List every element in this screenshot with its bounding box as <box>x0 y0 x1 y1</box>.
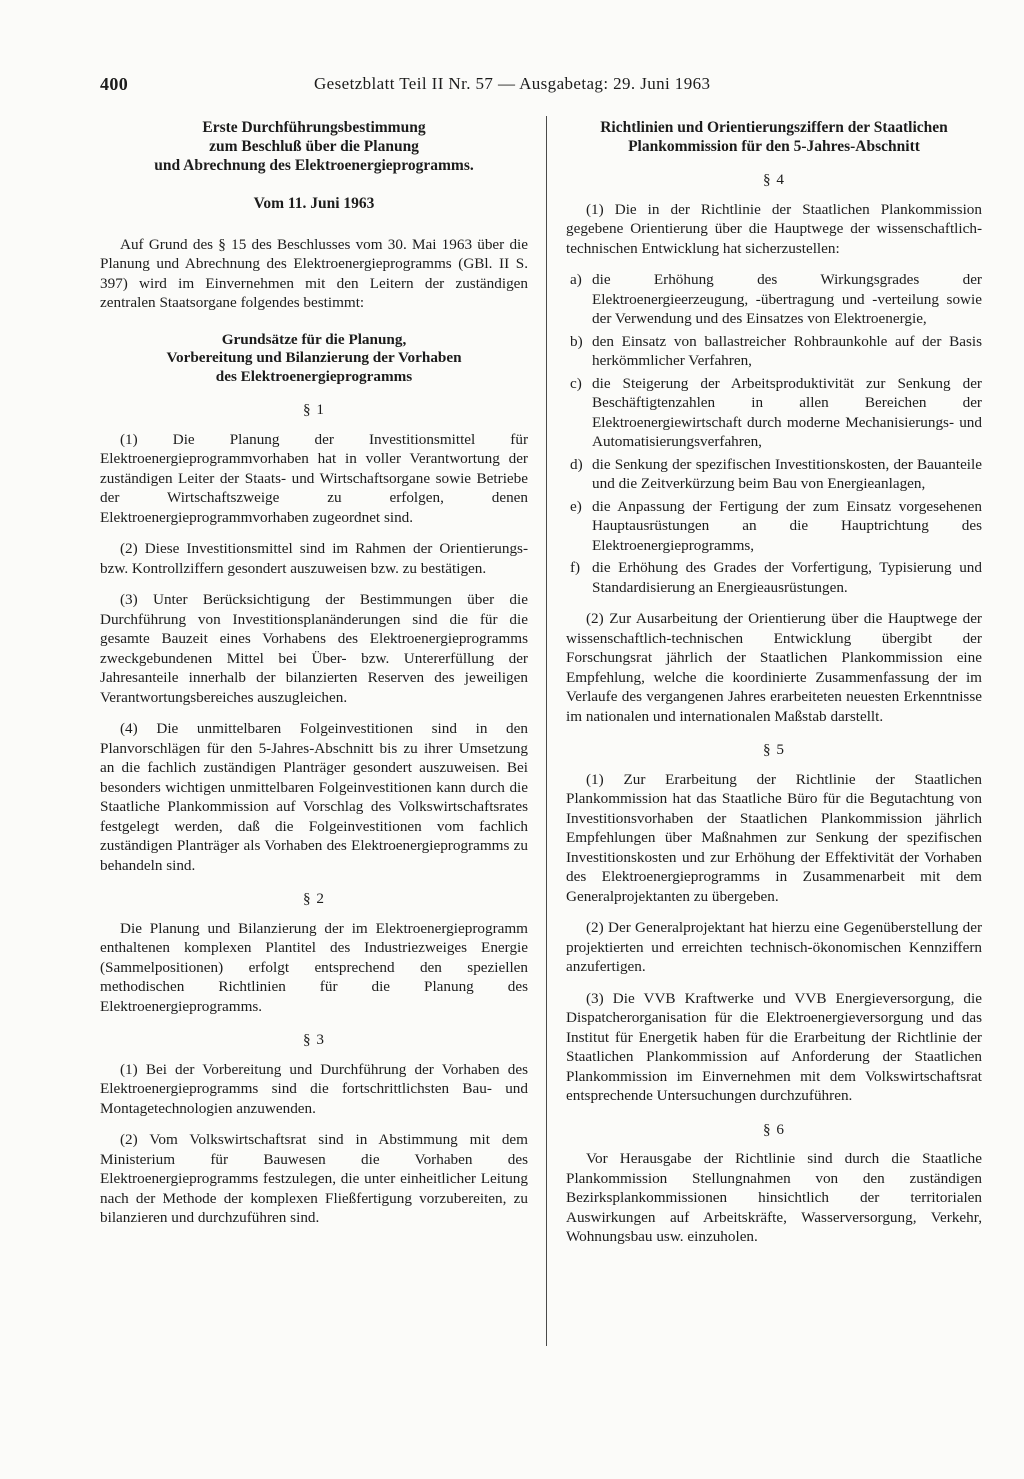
list-item-text: die Steigerung der Arbeitsproduktivität zur Senkung der Beschäftigtenzahlen in allen Bereichen der Elektroenergiewirtschaft durch moderne Mechanisierungs- und Automatisierungsverfahren, <box>592 374 982 450</box>
left-column <box>100 118 528 1240</box>
s6-paragraph-1: Vor Herausgabe der Richtlinie sind durch die Staatliche Plankommission Stellungnahmen von den zuständigen Bezirksplankommissionen hinsichtlich der territorialen Auswirkungen auf Arbeitskräfte, Wasserversorgung, Verkehr, Wohnungsbau usw. einzuholen. <box>566 1150 982 1245</box>
paragraph-label-5: § 5 <box>763 741 785 758</box>
title-line: Erste Durchführungsbestimmung <box>202 119 426 136</box>
title-line: und Abrechnung des Elektroenergieprogramms. <box>154 157 474 174</box>
s5-paragraph-2: (2) Der Generalprojektant hat hierzu eine Gegenüberstellung der projektierten und erreichten technisch-ökonomischen Kennziffern anzufertigen. <box>566 919 982 975</box>
paragraph-label-2: § 2 <box>303 890 325 907</box>
s5-paragraph-1: (1) Zur Erarbeitung der Richtlinie der Staatlichen Plankommission hat das Staatliche Büro für die Begutachtung von Investitionsvorhaben der Staatlichen Plankommission jährlich Empfehlungen über Maßnahmen zur Senkung der spezifischen Investitionskosten und zur Erhöhung der Effektivität der Vorhaben des Elektroenergieprogramms in Zusammenarbeit mit dem Generalprojektanten zu übergeben. <box>566 770 982 905</box>
preamble: Auf Grund des § 15 des Beschlusses vom 30. Mai 1963 über die Planung und Abrechnung des Elektroenergieprogramms (GBl. II S. 397) wird im Einvernehmen mit den Leitern der zuständigen zentralen Staatsorgane folgendes bestimmt: <box>100 235 528 311</box>
list-item <box>566 270 982 329</box>
s1-paragraph-4: (4) Die unmittelbaren Folgeinvestitionen sind in den Planvorschlägen für den 5-Jahres-Abschnitt bis zu ihrer Umsetzung an die fachlich zuständigen Planträger gesondert auszuweisen. Bei besonders wichtigen unmittelbaren Folgeinvestitionen kann durch die Staatliche Plankommission auf Vorschlag des Volkswirtschaftsrates festgelegt werden, daß die Folgeinvestitionen vom fachlich zuständigen Planträger als Vorhaben des Elektroenergieprogramms zu behandeln sind. <box>100 720 528 874</box>
list-item <box>566 558 982 597</box>
page-number: 400 <box>100 74 129 94</box>
heading-line: Plankommission für den 5-Jahres-Abschnitt <box>628 138 920 155</box>
s1-paragraph-2: (2) Diese Investitionsmittel sind im Rahmen der Orientierungs- bzw. Kontrollziffern gesondert auszuweisen bzw. zu bestätigen. <box>100 540 528 577</box>
list-item-text: die Erhöhung des Wirkungsgrades der Elektroenergieerzeugung, -übertragung und -verteilung sowie der Verwendung und des Einsatzes von Elektroenergie, <box>592 271 982 327</box>
heading-line: Vorbereitung und Bilanzierung der Vorhaben <box>166 349 462 366</box>
paragraph-label-3: § 3 <box>303 1031 325 1048</box>
heading-line: Grundsätze für die Planung, <box>221 330 407 348</box>
s5-paragraph-3: (3) Die VVB Kraftwerke und VVB Energieversorgung, die Dispatcherorganisation für die Elektroenergieversorgung und das Institut für Energetik haben für die Erarbeitung der Richtlinie der Staatlichen Plankommission auf Anforderung der Staatlichen Plankommission im Einvernehmen mit dem Volkswirtschaftsrat entsprechende Untersuchungen durchzuführen. <box>566 989 982 1104</box>
list-marker: a) <box>570 271 582 288</box>
document-date: Vom 11. Juni 1963 <box>253 195 375 212</box>
s1-paragraph-1: (1) Die Planung der Investitionsmittel für Elektroenergieprogrammvorhaben hat in voller Verantwortung der zuständigen Leiter der Staats- und Wirtschaftsorgane sowie Betriebe der Wirtschaftszweige zu erfolgen, denen Elektroenergieprogrammvorhaben zugeordnet sind. <box>100 430 528 526</box>
heading-line: Richtlinien und Orientierungsziffern der Staatlichen <box>600 119 948 136</box>
right-column <box>566 118 982 1259</box>
list-marker: d) <box>570 455 583 473</box>
paragraph-label-4: § 4 <box>763 171 785 188</box>
document-title <box>100 118 528 175</box>
running-head: Gesetzblatt Teil II Nr. 57 — Ausgabetag: 29. Juni 1963 <box>314 74 711 93</box>
list-marker: f) <box>570 559 581 576</box>
list-item-text: die Erhöhung des Grades der Vorfertigung, Typisierung und Standardisierung an Energieausrüstungen. <box>592 559 982 596</box>
heading-line: des Elektroenergieprogramms <box>215 367 413 385</box>
paragraph-label-1: § 1 <box>303 401 325 418</box>
s3-paragraph-1: (1) Bei der Vorbereitung und Durchführung der Vorhaben des Elektroenergieprogramms sind die fortschrittlichsten Bau- und Montagetechnologien anzuwenden. <box>100 1060 528 1117</box>
s4-intro: (1) Die in der Richtlinie der Staatlichen Plankommission gegebene Orientierung über die Hauptwege der wissenschaftlich-technischen Entwicklung hat sicherzustellen: <box>566 200 982 257</box>
list-item <box>566 374 982 452</box>
list-item <box>566 332 982 371</box>
column-divider <box>546 116 547 1346</box>
s3-paragraph-2: (2) Vom Volkswirtschaftsrat sind in Abstimmung mit dem Ministerium für Bauwesen die Vorhaben des Elektroenergieprogramms festzulegen, die unter einheitlicher Leitung nach der Methode der komplexen Fließfertigung vorzubereiten, zu bilanzieren und durchzuführen sind. <box>100 1131 528 1226</box>
list-marker: c) <box>570 374 582 392</box>
paragraph-label-6: § 6 <box>763 1120 785 1138</box>
list-marker: b) <box>570 332 583 350</box>
section-heading <box>100 331 528 387</box>
list-item-text: die Senkung der spezifischen Investitionskosten, der Bauanteile und die Zeitverkürzung beim Bau von Energieanlagen, <box>592 455 982 492</box>
page-header <box>100 74 982 100</box>
s2-paragraph-1: Die Planung und Bilanzierung der im Elektroenergieprogramm enthaltenen komplexen Plantitel des Industriezweiges Energie (Sammelpositionen) erfolgt entsprechend den speziellen methodischen Richtlinien für die Planung des Elektroenergieprogramms. <box>100 919 528 1015</box>
list-item-text: die Anpassung der Fertigung der zum Einsatz vorgesehenen Hauptausrüstungen an die Hauptrichtung des Elektroenergieprogramms, <box>592 497 982 554</box>
right-heading <box>566 118 982 156</box>
s4-list <box>566 270 982 597</box>
list-item <box>566 497 982 556</box>
title-line: zum Beschluß über die Planung <box>209 138 419 155</box>
list-marker: e) <box>570 497 582 515</box>
s4-paragraph-2: (2) Zur Ausarbeitung der Orientierung über die Hauptwege der wissenschaftlich-technischen Entwicklung übergibt der Forschungsrat jährlich der Staatlichen Plankommission eine Empfehlung, welche die koordinierte Zusammenfassung der im Verlaufe des vergangenen Jahres erarbeiteten neuesten Erkenntnisse im nationalen und internationalen Maßstab darstellt. <box>566 610 982 725</box>
list-item <box>566 455 982 494</box>
s1-paragraph-3: (3) Unter Berücksichtigung der Bestimmungen über die Durchführung von Investitionsplanänderungen sind die für die gesamte Bauzeit eines Vorhabens des Elektroenergieprogramms zweckgebundenen Mittel bei Über- bzw. Untererfüllung der Jahresanteile innerhalb der bilanzierten Reserven des jeweiligen Verantwortungsbereiches auszugleichen. <box>100 591 528 706</box>
list-item-text: den Einsatz von ballastreicher Rohbraunkohle auf der Basis herkömmlicher Verfahren, <box>592 332 982 369</box>
